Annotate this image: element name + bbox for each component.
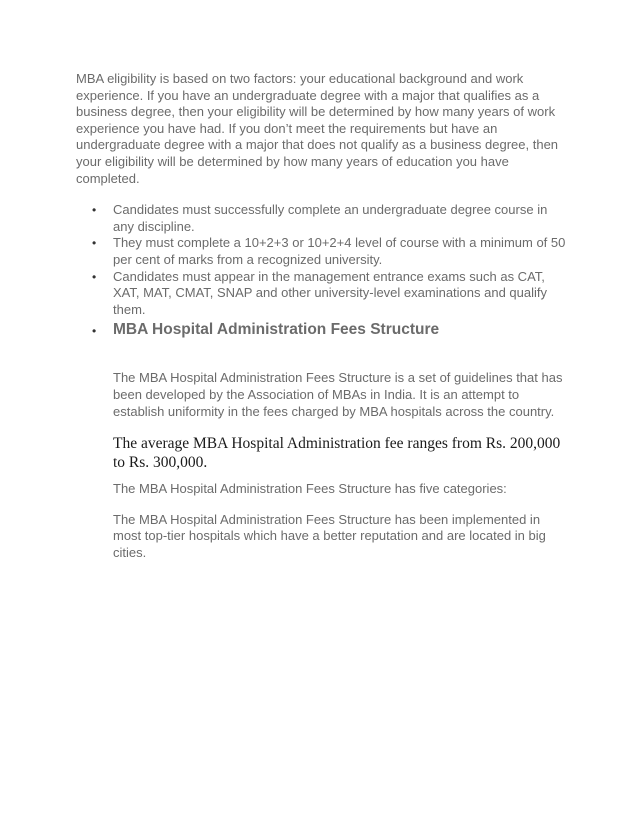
list-item	[76, 235, 568, 268]
section-heading: MBA Hospital Administration Fees Structure	[113, 321, 440, 339]
list-item-text: Candidates must appear in the management entrance exams such as CAT, XAT, MAT, CMAT, SNAP and other university-level examinations and qualify them.	[113, 268, 548, 317]
bullet-icon: •	[92, 203, 97, 218]
list-item-text: They must complete a 10+2+3 or 10+2+4 level of course with a minimum of 50 per cent of marks from a recognized university.	[113, 235, 566, 267]
list-item-text: Candidates must successfully complete an undergraduate degree course in any discipline.	[113, 202, 548, 234]
fees-section	[113, 370, 568, 561]
section-paragraph: The MBA Hospital Administration Fees Structure has been implemented in most top-tier hospitals which have a better reputation and are located in big cities.	[113, 511, 546, 560]
section-paragraph: The MBA Hospital Administration Fees Structure is a set of guidelines that has been developed by the Association of MBAs in India. It is an attempt to establish uniformity in the fees charged by MBA hospitals across the country.	[113, 370, 563, 419]
bullet-icon: •	[92, 324, 97, 339]
bullet-icon: •	[92, 269, 97, 284]
document-page	[76, 71, 568, 575]
list-item	[76, 320, 568, 340]
bullet-icon: •	[92, 236, 97, 251]
intro-paragraph: MBA eligibility is based on two factors: your educational background and work experience. If you have an undergraduate degree with a major that qualifies as a business degree, then your eligibility will be determined by how many years of work experience you have had. If you don’t meet the requirements but have an undergraduate degree with a major that does not qualify as a business degree, then your eligibility will be determined by how many years of education you have completed.	[76, 71, 559, 186]
eligibility-list	[76, 202, 568, 340]
fee-range-paragraph: The average MBA Hospital Administration fee ranges from Rs. 200,000 to Rs. 300,000.	[113, 435, 561, 472]
list-item	[76, 202, 568, 235]
section-paragraph: The MBA Hospital Administration Fees Structure has five categories:	[113, 481, 507, 497]
list-item	[76, 269, 568, 319]
